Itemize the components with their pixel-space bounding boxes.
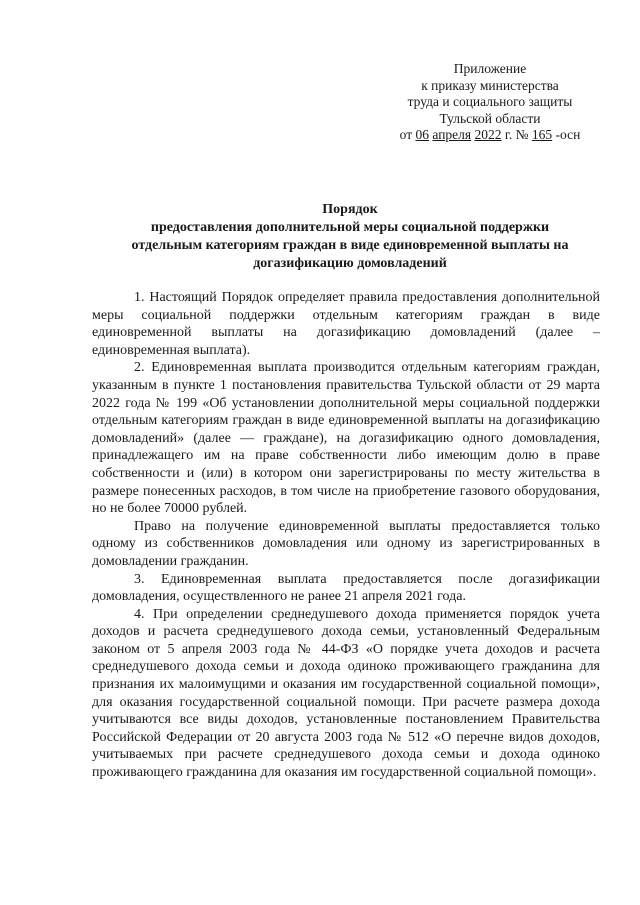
title-line-3: отдельным категориям граждан в виде единовременной выплаты на [131, 238, 569, 253]
title-line-4: догазификацию домовладений [253, 256, 447, 271]
appendix-line-1: Приложение [453, 61, 527, 76]
order-number: 165 [531, 127, 553, 142]
appendix-line-3: труда и социального защиты [407, 94, 573, 109]
appendix-line-4: Тульской области [439, 110, 541, 126]
appendix-header [370, 61, 610, 144]
title-line-1: Порядок [322, 202, 378, 217]
date-prefix: от [399, 127, 413, 142]
appendix-date-line [370, 127, 610, 144]
paragraph-1: 1. Настоящий Порядок определяет правила предоставления дополнительной меры социальной поддержки отдельным категориям граждан в виде единовременной выплаты на догазификацию домовладений (далее – единовременная выплата). [92, 290, 600, 358]
date-month: апреля [432, 127, 472, 142]
date-suffix: г. № [504, 127, 529, 142]
document-body [92, 289, 600, 782]
title-line-2: предоставления дополнительной меры социальной поддержки [150, 220, 550, 235]
paragraph-2: 2. Единовременная выплата производится отдельным категориям граждан, указанным в пункте 1 постановления правительства Тульской области от 29 марта 2022 года № 199 «Об установлении дополнительной меры социальной поддержки отдельным категориям граждан в виде единовременной выплаты на догазификацию домовладений» (далее — граждане), на догазификацию одного домовладения, принадлежащего им на праве собственности либо имеющим долю в праве собственности и (или) в котором они зарегистрированы по месту жительства в размере понесенных расходов, в том числе на приобретение газового оборудования, но не более 70000 рублей. [92, 360, 600, 517]
order-number-suffix: -осн [555, 127, 581, 142]
paragraph-4: 4. При определении среднедушевого дохода применяется порядок учета доходов и расчета среднедушевого дохода семьи, установленный Федеральным законом от 5 апреля 2003 года № 44-ФЗ «О порядке учета доходов и расчета среднедушевого дохода семьи и дохода одиноко проживающего гражданина для признания их малоимущими и оказания им государственной социальной помощи», для оказания государственной социальной помощи. При расчете размера дохода учитываются все виды доходов, установленные постановлением Правительства Российской Федерации от 20 августа 2003 года № 512 «О перечне видов доходов, учитываемых при расчете среднедушевого дохода семьи и дохода одиноко проживающего гражданина для оказания им государственной социальной помощи». [92, 606, 600, 781]
date-day: 06 [415, 127, 430, 142]
date-year: 2022 [474, 127, 502, 142]
appendix-line-2: к приказу министерства [421, 77, 559, 93]
document-title [80, 201, 620, 273]
paragraph-2-right: Право на получение единовременной выплаты предоставляется только одному из собственников домовладения или одному из зарегистрированных в домовладении гражданин. [92, 518, 600, 569]
paragraph-3: 3. Единовременная выплата предоставляется после догазификации домовладения, осуществленного не ранее 21 апреля 2021 года. [92, 571, 600, 605]
